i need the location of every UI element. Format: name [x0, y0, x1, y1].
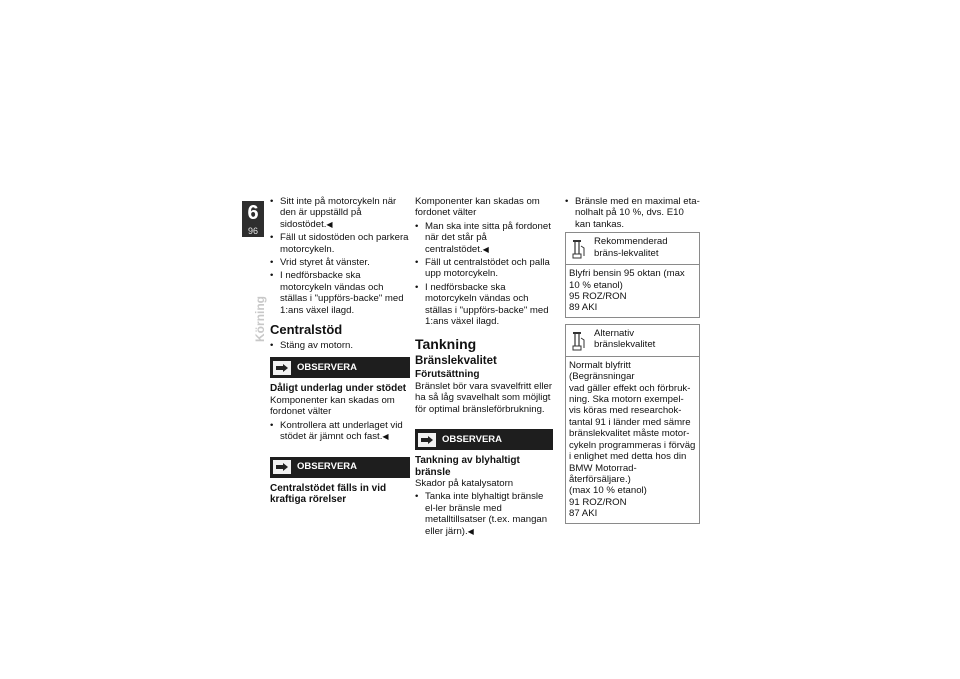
section-heading: Centralstöd [270, 322, 343, 338]
spec-line: 89 AKI [569, 302, 598, 314]
spec-line: vad gäller effekt och förbruk- [569, 382, 691, 394]
spec-line: BMW Motorrad-återförsäljare.) [569, 462, 637, 485]
notice-label: OBSERVERA [297, 362, 358, 374]
chapter-number: 6 [247, 202, 259, 224]
sub-heading: Bränslekvalitet [415, 355, 497, 368]
fuel-spec-header [566, 233, 699, 265]
spec-line: 87 AKI [569, 508, 598, 520]
fuel-pump-icon [570, 330, 586, 352]
column-2 [415, 196, 553, 539]
list-item: • Fäll ut centralstödet och palla upp motorcykeln. [415, 257, 553, 280]
bullet-list [270, 340, 410, 351]
paragraph: Bränslet bör vara svavelfritt eller ha så låg svavelhalt som möjligt för optimal bränsleförbrukning. [415, 380, 553, 415]
notice-text: Komponenter kan skadas om fordonet välter [270, 394, 395, 418]
list-item: • I nedförsbacke ska motorcykeln vändas och ställas i "uppförs-backe" med 1:ans växel ilagd. [270, 270, 410, 316]
list-item: • Fäll ut sidostöden och parkera motorcykeln. [270, 232, 410, 255]
fuel-spec-header [566, 325, 699, 357]
notice-title: Centralstödet fälls in vid kraftiga rörelser [270, 482, 387, 505]
spec-line: Blyfri bensin 95 oktan (max [569, 268, 685, 280]
spec-line: Normalt blyfritt (Begränsningar [569, 359, 635, 383]
bullet-list [415, 491, 553, 537]
fuel-spec-title: Alternativ bränslekvalitet [594, 327, 656, 351]
list-item: • I nedförsbacke ska motorcykeln vändas och ställas i "uppförs-backe" med 1:ans växel ilagd. [415, 282, 553, 328]
fuel-spec-box [565, 232, 700, 318]
notice-title: Tankning av blyhaltigt bränsle [415, 455, 520, 478]
list-item: • Kontrollera att underlaget vid stödet är jämnt och fast.◀ [270, 420, 410, 443]
bullet-list [270, 420, 410, 443]
notice-title: Dåligt underlag under stödet [270, 383, 407, 395]
notice-bar [415, 429, 553, 450]
column-3 [565, 196, 700, 530]
notice-text: Skador på katalysatorn [415, 477, 514, 489]
column-1 [270, 196, 410, 505]
section-heading: Tankning [415, 336, 477, 353]
list-item: • Stäng av motorn. [270, 340, 410, 351]
notice-label: OBSERVERA [442, 433, 503, 445]
notice-bar [270, 457, 410, 478]
list-item: • Bränsle med en maximal eta-nolhalt på 10 %, dvs. E10 kan tankas. [565, 196, 700, 230]
list-item: • Man ska inte sitta på fordonet när det står på centralstödet.◀ [415, 221, 553, 255]
spec-line: cykeln programmeras i förväg [569, 439, 696, 451]
notice-hand-icon [273, 361, 291, 375]
fuel-spec-box [565, 324, 700, 524]
spec-line: ning. Ska motorn exempel- [569, 394, 684, 406]
page-number: 96 [247, 226, 258, 236]
spec-line: tantal 91 i länder med sämre [569, 416, 691, 428]
list-item: • Sitt inte på motorcykeln när den är uppställd på sidostödet.◀ [270, 196, 410, 230]
fuel-spec-title: Rekommenderad bräns-lekvalitet [594, 236, 668, 259]
notice-hand-icon [273, 460, 291, 474]
notice-label: OBSERVERA [297, 461, 358, 473]
notice-bar [270, 357, 410, 378]
bullet-list [415, 221, 553, 328]
intro-text: Komponenter kan skadas om fordonet välter [415, 196, 540, 219]
spec-line: i enlighet med detta hos din [569, 451, 687, 463]
spec-line: (max 10 % etanol) [569, 485, 647, 497]
chapter-side-label: Körning [253, 296, 267, 342]
fuel-spec-body [566, 265, 699, 317]
chapter-tab [242, 201, 264, 237]
spec-line: bränslekvalitet måste motor- [569, 428, 690, 440]
notice-hand-icon [418, 433, 436, 447]
list-item: • Tanka inte blyhaltigt bränsle el-ler bränsle med metalltillsatser (t.ex. mangan eller järn).◀ [415, 491, 553, 537]
spec-line: 10 % etanol) [569, 279, 623, 291]
fuel-pump-icon [570, 238, 586, 260]
spec-line: 95 ROZ/RON [569, 291, 627, 303]
list-item: • Vrid styret åt vänster. [270, 257, 410, 268]
spec-line: 91 ROZ/RON [569, 496, 627, 508]
spec-line: vis köras med researchok- [569, 405, 682, 417]
sub-heading-2: Förutsättning [415, 369, 480, 381]
fuel-spec-body [566, 357, 699, 523]
bullet-list [270, 196, 410, 316]
bullet-list [565, 196, 700, 230]
